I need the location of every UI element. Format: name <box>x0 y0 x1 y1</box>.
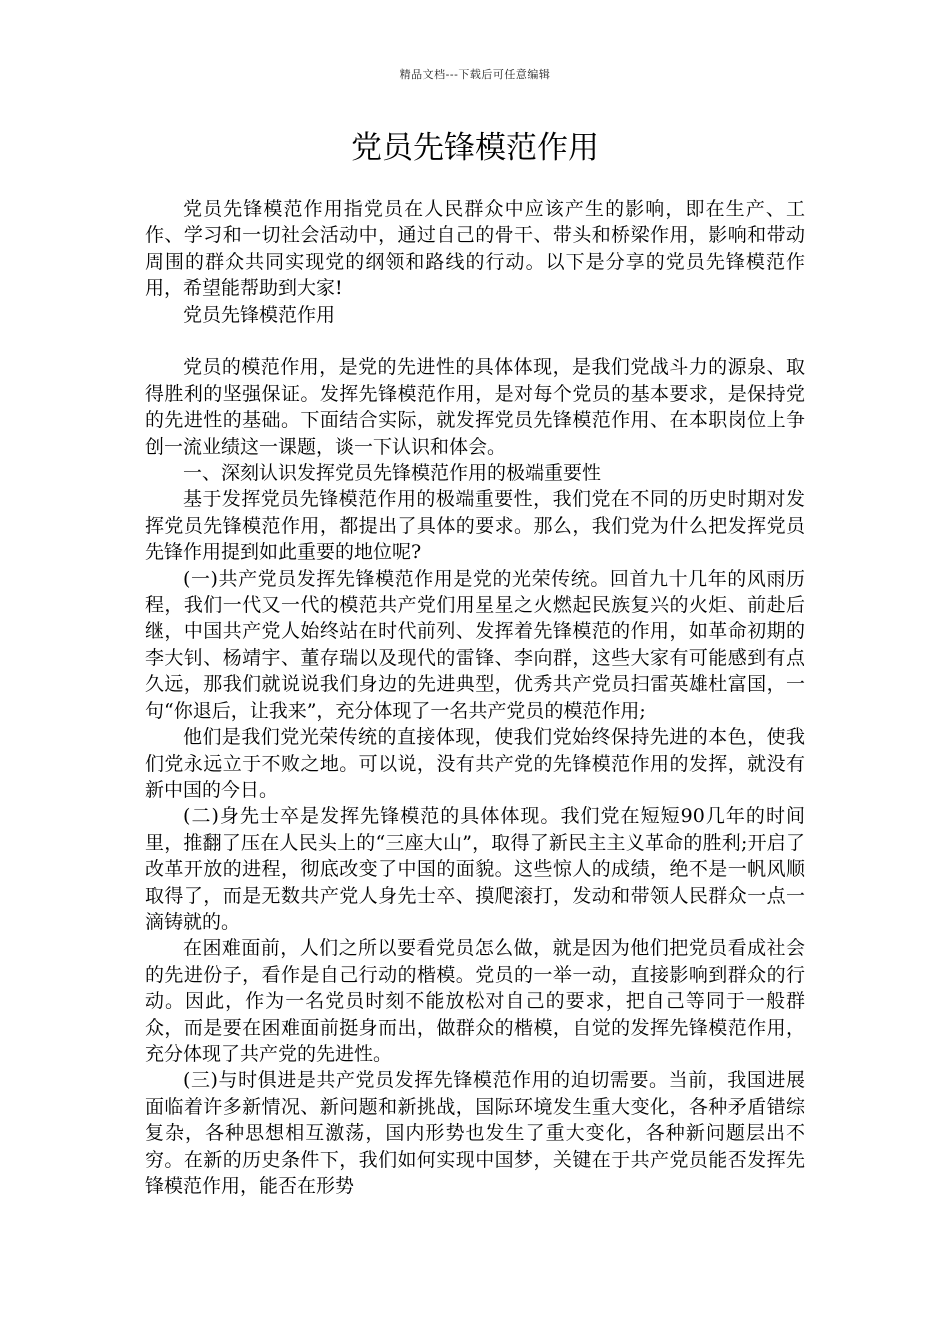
header-note: 精品文档---下载后可任意编辑 <box>399 68 551 81</box>
paragraph: (三)与时俱进是共产党员发挥先锋模范作用的迫切需要。当前，我国进展面临着许多新情况、新问题和新挑战，国际环境发生重大变化，各种矛盾错综复杂，各种思想相互激荡，国内形势也发生了重大变化，各种新问题层出不穷。在新的历史条件下，我们如何实现中国梦，关键在于共产党员能否发挥先锋模范作用，能否在形势 <box>145 1069 805 1198</box>
paragraph-intro: 党员先锋模范作用指党员在人民群众中应该产生的影响，即在生产、工作、学习和一切社会活动中，通过自己的骨干、带头和桥梁作用，影响和带动周围的群众共同实现党的纲领和路线的行动。以下是分享的党员先锋模范作用，希望能帮助到大家! <box>145 198 805 300</box>
paragraph: (二)身先士卒是发挥先锋模范的具体体现。我们党在短短90几年的时间里，推翻了压在人民头上的“三座大山”，取得了新民主主义革命的胜利;开启了改革开放的进程，彻底改变了中国的面貌。这些惊人的成绩，绝不是一帆风顺取得了，而是无数共产党人身先士卒、摸爬滚打，发动和带领人民群众一点一滴铸就的。 <box>145 805 805 933</box>
paragraph: 他们是我们党光荣传统的直接体现，使我们党始终保持先进的本色，使我们党永远立于不败之地。可以说，没有共产党的先锋模范作用的发挥，就没有新中国的今日。 <box>145 726 805 801</box>
paragraph-overview: 党员的模范作用，是党的先进性的具体体现，是我们党战斗力的源泉、取得胜利的坚强保证。发挥先锋模范作用，是对每个党员的基本要求，是保持党的先进性的基础。下面结合实际，就发挥党员先锋模范作用、在本职岗位上争创一流业绩这一课题，谈一下认识和体会。 <box>145 356 805 458</box>
paragraph-subtitle: 党员先锋模范作用 <box>183 303 336 326</box>
paragraph: 在困难面前，人们之所以要看党员怎么做，就是因为他们把党员看成社会的先进份子，看作是自己行动的楷模。党员的一举一动，直接影响到群众的行动。因此，作为一名党员时刻不能放松对自己的要求，把自己等同于一般群众，而是要在困难面前挺身而出，做群众的楷模，自觉的发挥先锋模范作用，充分体现了共产党的先进性。 <box>145 937 805 1065</box>
section-heading-1: 一、深刻认识发挥党员先锋模范作用的极端重要性 <box>183 462 602 485</box>
document-body <box>145 196 805 1199</box>
document-title: 党员先锋模范作用 <box>351 130 599 166</box>
paragraph: (一)共产党员发挥先锋模范作用是党的光荣传统。回首九十几年的风雨历程，我们一代又一代的模范共产党们用星星之火燃起民族复兴的火炬、前赴后继，中国共产党人始终站在时代前列、发挥着先锋模范的作用，如革命初期的李大钊、杨靖宇、董存瑞以及现代的雷锋、李向群，这些大家有可能感到有点久远，那我们就说说我们身边的先进典型，优秀共产党员扫雷英雄杜富国，一句“你退后，让我来”，充分体现了一名共产党员的模范作用; <box>145 567 805 722</box>
paragraph: 基于发挥党员先锋模范作用的极端重要性，我们党在不同的历史时期对发挥党员先锋模范作用，都提出了具体的要求。那么，我们党为什么把发挥党员先锋作用提到如此重要的地位呢? <box>145 488 805 564</box>
